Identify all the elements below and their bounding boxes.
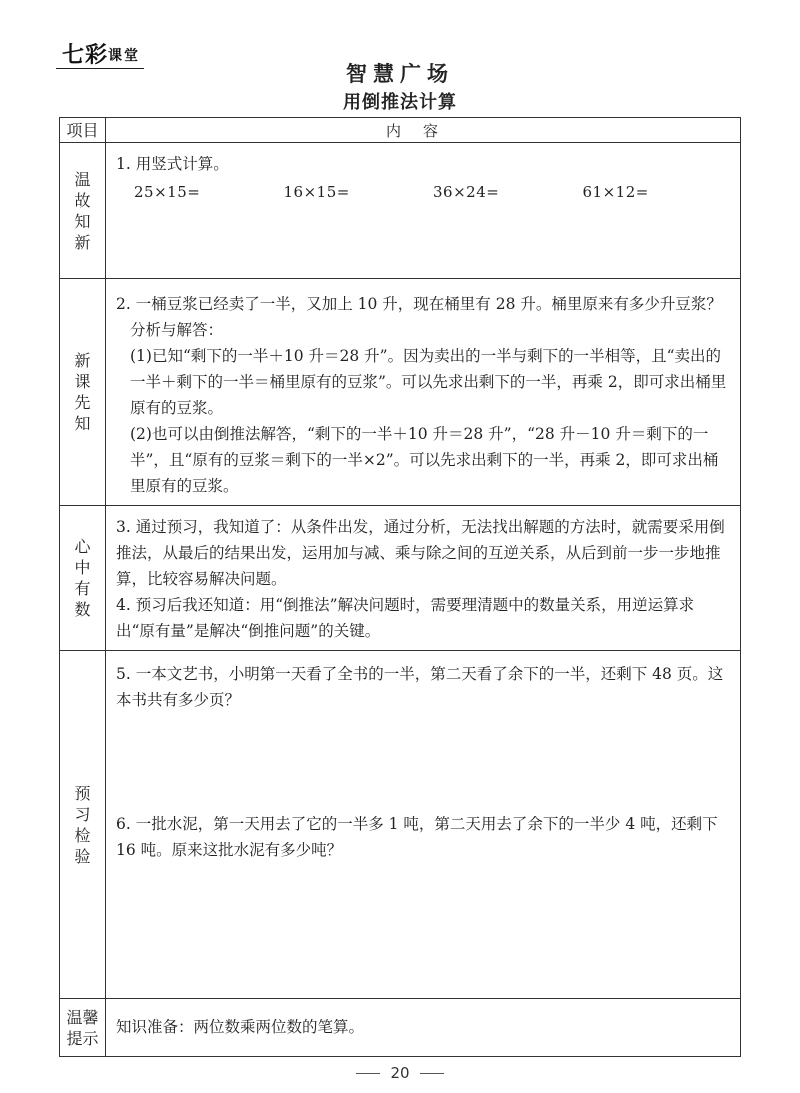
section-label-understanding	[60, 506, 106, 651]
footer-dash-right	[420, 1073, 444, 1074]
calc-item: 61×12=	[582, 183, 649, 201]
calc-item: 16×15=	[283, 183, 350, 201]
section-label-text: 温馨提示	[66, 1007, 99, 1048]
section-check-row	[60, 651, 741, 999]
question-2: 2. 一桶豆浆已经卖了一半，又加上 10 升，现在桶里有 28 升。桶里原来有多少升豆浆？	[116, 295, 722, 313]
worksheet-table	[59, 117, 741, 1057]
section-tip-row	[60, 999, 741, 1057]
logo-main-text: 七彩	[62, 43, 109, 68]
section-review-content	[106, 143, 741, 279]
section-understanding-row	[60, 506, 741, 651]
page-title: 智慧广场	[346, 62, 454, 86]
question-5: 5. 一本文艺书，小明第一天看了全书的一半，第二天看了余下的一半，还剩下 48 页。这本书共有多少页？	[116, 665, 724, 709]
point-3: 3. 通过预习，我知道了：从条件出发，通过分析，无法找出解题的方法时，就需要采用倒推法，从最后的结果出发，运用加与减、乘与除之间的互逆关系，从后到前一步一步地推算，比较容易解决问题。	[116, 518, 725, 588]
section-review-row	[60, 143, 741, 279]
page-subtitle: 用倒推法计算	[343, 92, 457, 113]
logo-sub-text: 课堂	[108, 48, 141, 64]
question-1: 1. 用竖式计算。	[116, 155, 229, 173]
page-number-footer	[0, 1064, 800, 1082]
footer-dash-left	[356, 1073, 380, 1074]
tip-text: 知识准备：两位数乘两位数的笔算。	[116, 1017, 365, 1036]
section-label-text: 温故知新	[74, 169, 91, 252]
section-tip-content	[106, 999, 741, 1057]
page-number: 20	[390, 1064, 410, 1082]
calc-item: 36×24=	[433, 183, 500, 201]
calc-row	[134, 179, 732, 205]
section-preview-content	[106, 279, 741, 506]
section-label-review	[60, 143, 106, 279]
analysis-part-2: (2)也可以由倒推法解答，“剩下的一半＋10 升＝28 升”，“28 升－10 升＝剩下的一半”，且“原有的豆浆＝剩下的一半×2”。可以先求出剩下的一半，再乘 2，即可求出桶里原有的豆浆。	[130, 425, 719, 495]
section-label-check	[60, 651, 106, 999]
calc-item: 25×15=	[134, 183, 201, 201]
point-4: 4. 预习后我还知道：用“倒推法”解决问题时，需要理清题中的数量关系，用逆运算求出“原有量”是解决“倒推问题”的关键。	[116, 596, 695, 640]
section-label-text: 新课先知	[74, 351, 91, 433]
analysis-part-1: (1)已知“剩下的一半＋10 升＝28 升”。因为卖出的一半与剩下的一半相等，且“卖出的一半＋剩下的一半＝桶里原有的豆浆”。可以先求出剩下的一半，再乘 2，即可求出桶里原有的豆浆。	[130, 347, 727, 417]
column-header-item: 项目	[60, 118, 106, 143]
section-label-tip	[60, 999, 106, 1057]
section-label-text: 心中有数	[74, 537, 91, 619]
column-header-content: 内容	[106, 118, 741, 143]
question-6: 6. 一批水泥，第一天用去了它的一半多 1 吨，第二天用去了余下的一半少 4 吨，还剩下 16 吨。原来这批水泥有多少吨？	[116, 815, 718, 859]
section-preview-row	[60, 279, 741, 506]
analysis-heading: 分析与解答：	[130, 321, 224, 339]
section-label-preview	[60, 279, 106, 506]
section-understanding-content	[106, 506, 741, 651]
table-header-row	[60, 118, 741, 143]
section-label-text: 预习检验	[74, 783, 91, 866]
section-check-content	[106, 651, 741, 999]
